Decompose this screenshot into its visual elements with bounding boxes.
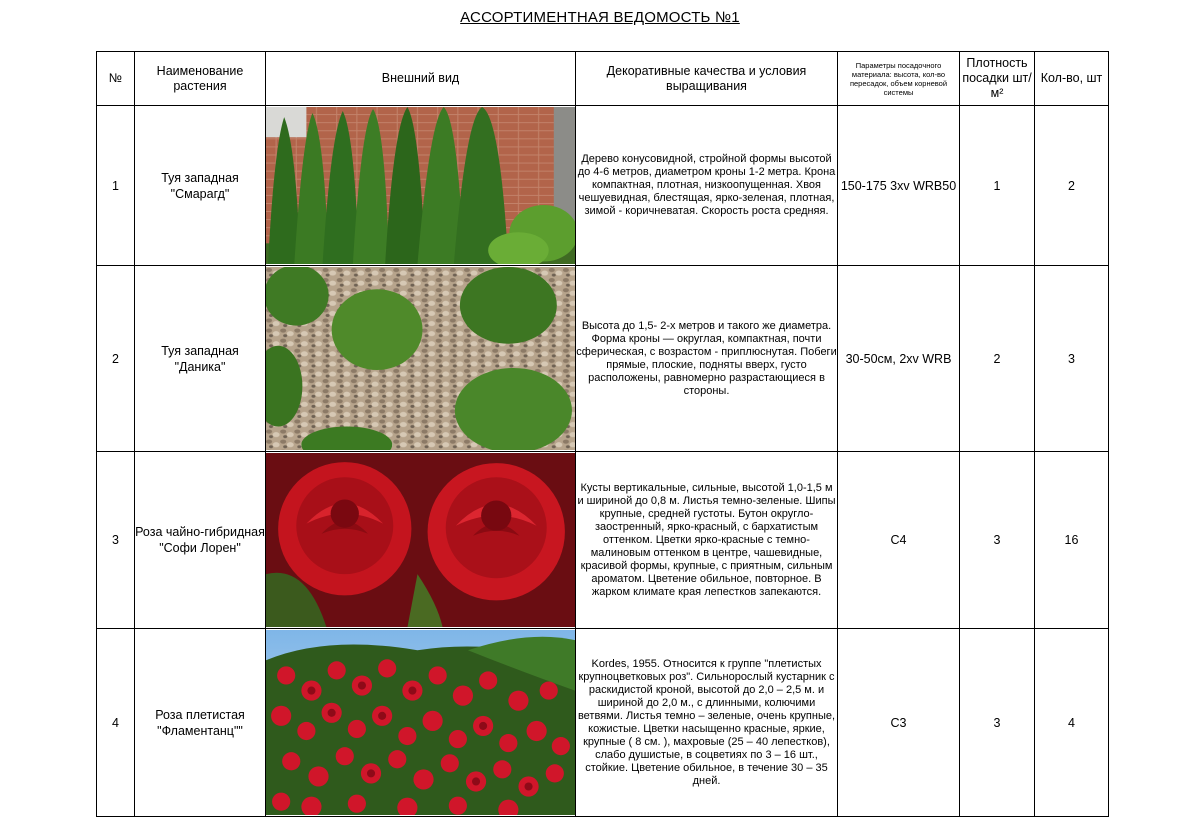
plant-quantity: 4 — [1035, 629, 1109, 817]
header-description: Декоративные качества и условия выращивания — [576, 52, 838, 106]
header-num: № — [97, 52, 135, 106]
plant-name: Роза чайно-гибридная "Софи Лорен" — [135, 452, 266, 629]
header-quantity: Кол-во, шт — [1035, 52, 1109, 106]
plant-name: Роза плетистая "Фламентанц"" — [135, 629, 266, 817]
plant-photo-cell — [266, 266, 576, 452]
planting-density: 1 — [960, 106, 1035, 266]
table-row — [97, 629, 1109, 817]
planting-density: 3 — [960, 452, 1035, 629]
header-name: Наименование растения — [135, 52, 266, 106]
table-row — [97, 266, 1109, 452]
plant-quantity: 2 — [1035, 106, 1109, 266]
plant-name: Туя западная "Даника" — [135, 266, 266, 452]
planting-params: 30-50см, 2xv WRB — [838, 266, 960, 452]
thuja-smaragd-photo — [266, 107, 575, 265]
row-num: 4 — [97, 629, 135, 817]
plant-name: Туя западная "Смарагд" — [135, 106, 266, 266]
plant-description: Кусты вертикальные, сильные, высотой 1,0-1,5 м и шириной до 0,8 м. Листья темно-зеленые. Шипы крупные, средней густоты. Бутон округло-заостренный, ярко-красный, с бархатистым оттенком. Цветки ярко-красные с темно-малиновым оттенком в центре, чашевидные, красивой формы, крупные, с приятным, сильным ароматом. Цветение обильное, повторное. В жарком климате края лепестков запекаются. — [576, 452, 838, 629]
plant-photo-cell — [266, 629, 576, 817]
planting-density: 3 — [960, 629, 1035, 817]
plant-description: Kordes, 1955. Относится к группе "плетистых крупноцветковых роз". Сильнорослый кустарник с раскидистой кроной, высотой до 2,0 – 2,5 м. и шириной до 2,0 м., с длинными, колючими ветвями. Листья темно – зеленые, очень крупные, кожистые. Цветки насыщенно красные, яркие, крупные ( 8 см. ), махровые (25 – 40 лепестков), слабо душистые, в соцветиях по 3 – 16 шт., стойкие. Цветение обильное, в течение 30 – 35 дней. — [576, 629, 838, 817]
plant-quantity: 3 — [1035, 266, 1109, 452]
plant-quantity: 16 — [1035, 452, 1109, 629]
document-title: АССОРТИМЕНТНАЯ ВЕДОМОСТЬ №1 — [460, 9, 740, 26]
planting-params: С4 — [838, 452, 960, 629]
header-density: Плотность посадки шт/м² — [960, 52, 1035, 106]
header-row — [97, 52, 1109, 106]
table-row — [97, 452, 1109, 629]
row-num: 3 — [97, 452, 135, 629]
plant-description: Дерево конусовидной, стройной формы высотой до 4-6 метров, диаметром кроны 1-2 метра. Крона компактная, плотная, низкоопущенная. Хвоя чешуевидная, блестящая, ярко-зеленая, плотная, зимой - коричневатая. Скорость роста средняя. — [576, 106, 838, 266]
header-appearance: Внешний вид — [266, 52, 576, 106]
table-row — [97, 106, 1109, 266]
plant-photo-cell — [266, 106, 576, 266]
row-num: 2 — [97, 266, 135, 452]
planting-params: С3 — [838, 629, 960, 817]
row-num: 1 — [97, 106, 135, 266]
planting-params: 150-175 3xv WRB50 — [838, 106, 960, 266]
plant-photo-cell — [266, 452, 576, 629]
header-params: Параметры посадочного материала: высота, кол-во пересадок, объем корневой системы — [838, 52, 960, 106]
assortment-table — [96, 51, 1109, 817]
rose-sophia-loren-photo — [266, 453, 575, 628]
rose-flammentanz-photo — [266, 630, 575, 816]
planting-density: 2 — [960, 266, 1035, 452]
plant-description: Высота до 1,5- 2-х метров и такого же диаметра. Форма кроны — округлая, компактная, почти сферическая, с возрастом - приплюснутая. Побеги прямые, плоские, подняты вверх, густо расположены, равномерно разрастающиеся в стороны. — [576, 266, 838, 452]
thuja-danica-photo — [266, 267, 575, 451]
